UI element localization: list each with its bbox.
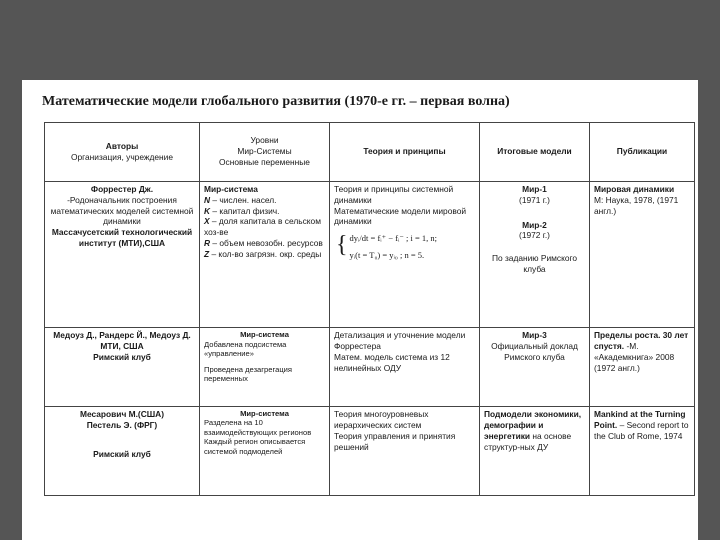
model-year: (1971 г.) — [519, 194, 550, 205]
table-row — [45, 406, 695, 495]
var-text: – объем невозобн. ресурсов — [210, 238, 323, 249]
cell-publications — [590, 328, 695, 407]
cell-theory — [330, 328, 480, 407]
var-item — [204, 195, 325, 206]
theory-text: Матем. модель система из 12 нелинейных ОДУ — [334, 352, 450, 374]
theory-text: Математические модели мировой динамики — [334, 205, 467, 227]
model-text: на основе структур-ных ДУ — [484, 430, 572, 452]
cell-publications — [590, 406, 695, 495]
theory-text: Детализация и уточнение модели Форрестера — [334, 330, 466, 352]
cell-publications — [590, 181, 695, 328]
header-authors-label: Авторы — [105, 140, 139, 151]
header-levels-label: Уровни — [250, 135, 279, 146]
publication-title: Мировая динамики — [594, 183, 675, 194]
author-club: Римский клуб — [93, 352, 151, 363]
var-text: – доля капитала в сельском хоз-ве — [204, 216, 321, 238]
equation-line-1: dyᵢ/dt = fᵢ⁺ − fᵢ⁻ ; i = 1, n; — [349, 233, 438, 244]
equation-system — [336, 233, 475, 261]
var-text: – числен. насел. — [210, 194, 277, 205]
cell-level — [200, 181, 330, 328]
models-table — [44, 122, 695, 496]
cell-models — [480, 181, 590, 328]
var-symbol: Z — [204, 249, 210, 260]
header-models: Итоговые модели — [480, 123, 590, 182]
cell-level — [200, 406, 330, 495]
model-text: Официальный доклад Римского клуба — [491, 341, 578, 363]
var-symbol: R — [204, 238, 211, 249]
equation-line-2: yᵢ(t = T₀) = yᵢ₀ ; n = 5. — [349, 250, 425, 261]
author-org: МТИ, США — [100, 341, 144, 352]
cell-level — [200, 328, 330, 407]
var-item — [204, 206, 325, 217]
var-text: – кол-во загрязн. окр. среды — [209, 249, 322, 260]
cell-models — [480, 406, 590, 495]
author-org: Массачусетский технологический институт (МТИ),США — [51, 227, 193, 249]
level-text: Каждый регион описывается системой подмоделей — [204, 437, 306, 456]
author-name: Пестель Э. (ФРГ) — [86, 419, 158, 430]
cell-theory — [330, 406, 480, 495]
var-item — [204, 238, 325, 249]
model-title: Подмодели экономики, демографии и энергетики — [484, 408, 582, 441]
var-symbol: N — [204, 194, 211, 205]
header-theory: Теория и принципы — [330, 123, 480, 182]
author-club: Римский клуб — [93, 448, 151, 459]
cell-author — [45, 181, 200, 328]
window-left-frame — [0, 80, 22, 540]
header-authors-sub: Организация, учреждение — [70, 151, 174, 162]
level-title: Мир-система — [240, 330, 289, 340]
level-text: Добавлена подсистема «управление» — [204, 339, 287, 359]
publication-text: -М. «Академкнига» 2008 (1972 англ.) — [594, 341, 675, 374]
model-year: (1972 г.) — [519, 230, 550, 241]
header-levels-sub2: Основные переменные — [219, 157, 310, 168]
cell-models — [480, 328, 590, 407]
model-name: Мир-3 — [522, 330, 547, 341]
slide-title: Математические модели глобального развития (1970-е гг. – первая волна) — [42, 94, 510, 109]
cell-author — [45, 328, 200, 407]
var-text: – капитал физич. — [210, 205, 280, 216]
theory-text: Теория управления и принятия решений — [334, 430, 456, 452]
header-levels-sub1: Мир-Системы — [237, 146, 292, 157]
theory-text: Теория многоуровневых иерархических систем — [334, 408, 429, 430]
author-name: Форрестер Дж. — [90, 183, 154, 194]
model-name: Мир-1 — [522, 183, 547, 194]
level-text: Проведена дезагрегация переменных — [204, 364, 293, 384]
header-levels — [200, 123, 330, 182]
model-name: Мир-2 — [522, 219, 547, 230]
slide-bottom-margin — [22, 512, 698, 540]
table-header-row — [45, 123, 695, 182]
cell-author — [45, 406, 200, 495]
publication-text: – Second report to the Club of Rome, 1974 — [594, 419, 689, 441]
slide — [22, 80, 698, 512]
level-text: Разделена на 10 взаимодействующих регионов — [204, 418, 312, 437]
level-title: Мир-система — [240, 408, 289, 418]
author-name: Месарович М.(США) — [79, 408, 165, 419]
header-authors — [45, 123, 200, 182]
publication-title: Пределы роста. 30 лет спустя. — [594, 330, 689, 352]
cell-theory — [330, 181, 480, 328]
var-symbol: K — [204, 205, 211, 216]
brace-glyph: { — [336, 232, 348, 259]
publication-title: Mankind at the Turning Point. — [594, 408, 686, 430]
var-item — [204, 249, 325, 260]
table-row — [45, 181, 695, 328]
theory-text: Теория и принципы системной динамики — [334, 183, 454, 205]
publication-text: М: Наука, 1978, (1971 англ.) — [594, 194, 679, 216]
var-symbol: X — [204, 216, 210, 227]
var-item — [204, 216, 325, 238]
level-title: Мир-система — [204, 183, 258, 194]
header-publications: Публикации — [590, 123, 695, 182]
equation-lines — [350, 233, 438, 261]
author-desc: -Родоначальник построения математических моделей системной динамики — [50, 194, 194, 227]
window-top-frame — [0, 0, 720, 80]
table-row — [45, 328, 695, 407]
window-right-frame — [698, 80, 720, 540]
author-name: Медоуз Д., Рандерс Й., Медоуз Д. — [53, 330, 191, 341]
model-note: По заданию Римского клуба — [491, 253, 578, 275]
